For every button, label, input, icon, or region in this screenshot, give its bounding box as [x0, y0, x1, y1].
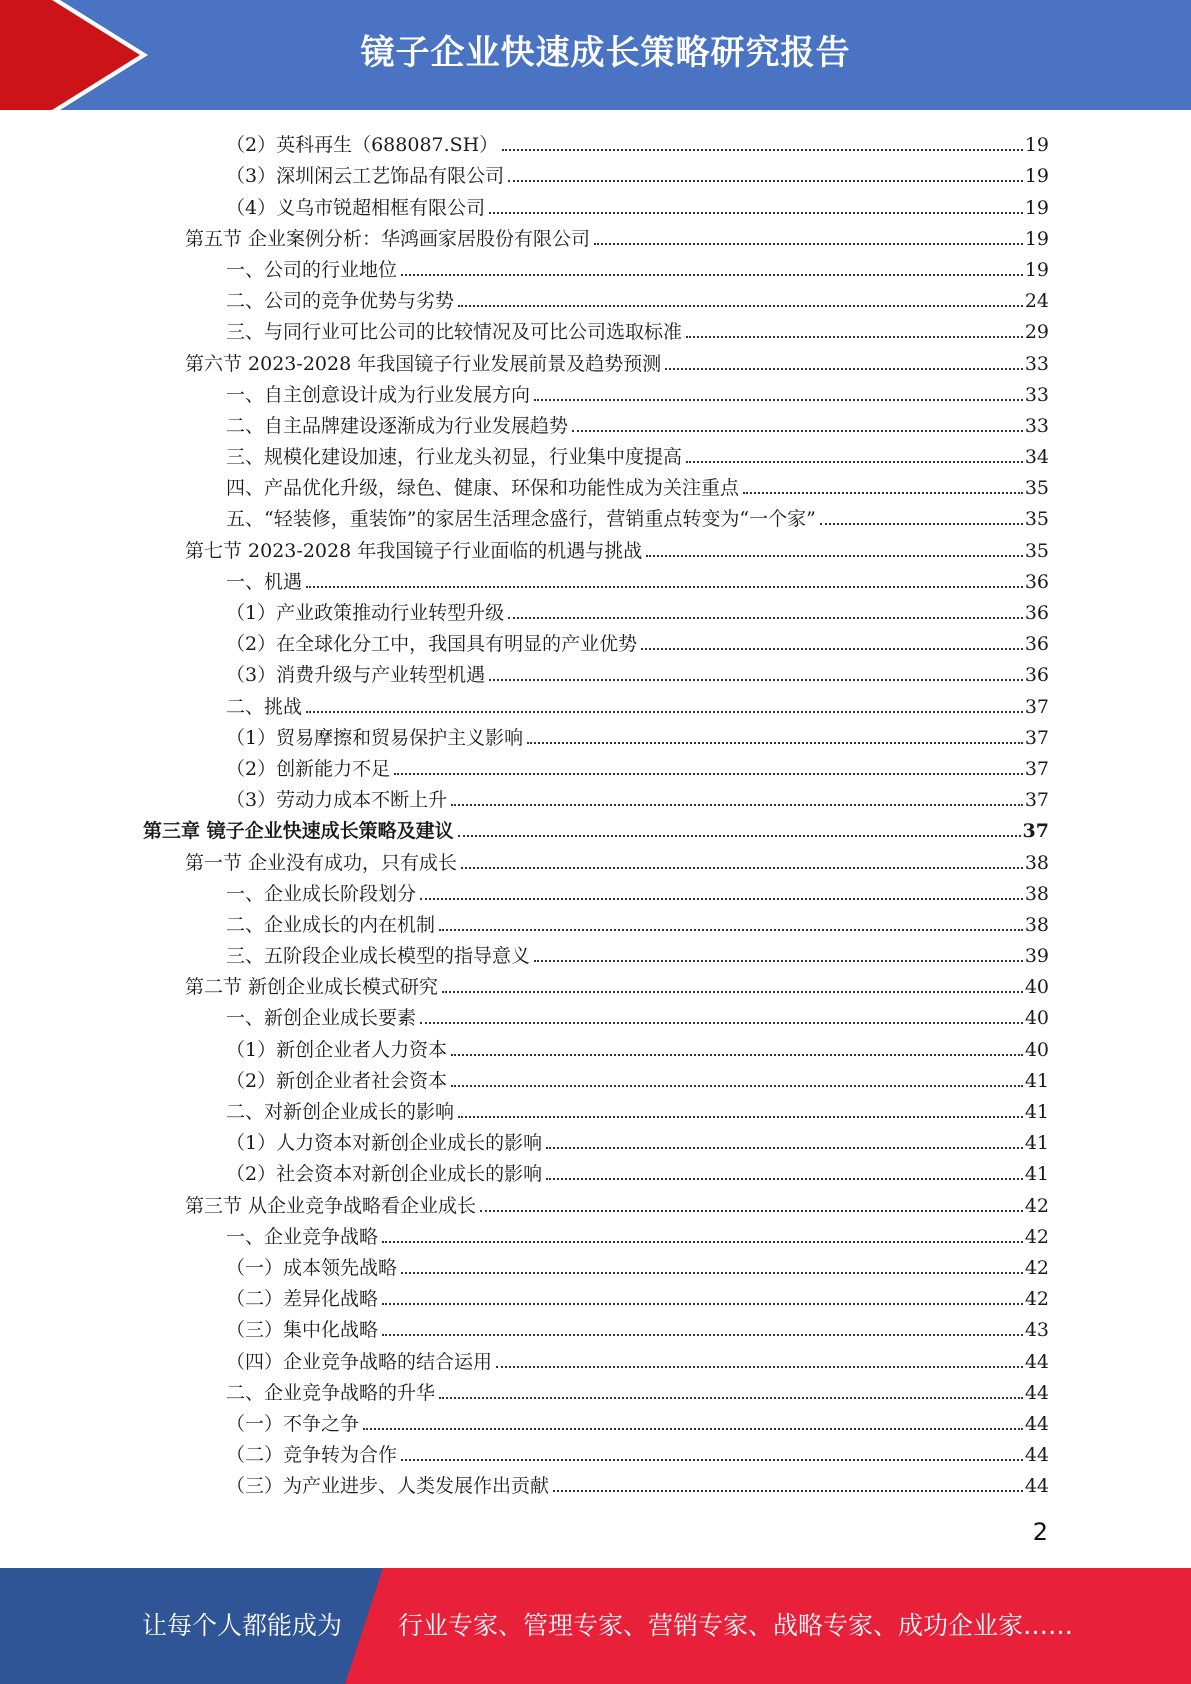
- toc-dot-leader: [534, 960, 1023, 962]
- toc-entry-page: 44: [1024, 1444, 1049, 1467]
- toc-entry[interactable]: [0, 1030, 1049, 1061]
- toc-entry[interactable]: [0, 157, 1049, 188]
- toc-entry[interactable]: [0, 999, 1049, 1030]
- toc-entry-page: 38: [1024, 851, 1049, 874]
- toc-entry-page: 35: [1024, 477, 1049, 500]
- toc-dot-leader: [553, 1490, 1023, 1492]
- toc-entry-page: 36: [1024, 602, 1049, 624]
- toc-dot-leader: [665, 368, 1023, 370]
- toc-entry-page: 37: [1024, 726, 1049, 749]
- toc-entry-label: （2）英科再生（688087.SH）: [226, 134, 499, 157]
- toc-entry-label: 一、企业竞争战略: [226, 1225, 379, 1248]
- toc-entry[interactable]: [0, 843, 1049, 874]
- toc-entry-page: 19: [1024, 134, 1049, 157]
- toc-dot-leader: [496, 1366, 1023, 1368]
- toc-entry-label: （1）贸易摩擦和贸易保护主义影响: [226, 726, 524, 749]
- toc-entry-page: 40: [1024, 1038, 1049, 1061]
- toc-dot-leader: [546, 1178, 1023, 1180]
- toc-entry-page: 44: [1024, 1412, 1049, 1435]
- report-title: 镜子企业快速成长策略研究报告: [360, 33, 851, 73]
- toc-entry[interactable]: [0, 812, 1049, 843]
- toc-dot-leader: [442, 991, 1023, 993]
- toc-entry-label: 二、对新创企业成长的影响: [226, 1101, 455, 1123]
- toc-dot-leader: [572, 430, 1023, 432]
- toc-entry[interactable]: [0, 1280, 1049, 1311]
- toc-entry[interactable]: [0, 500, 1049, 531]
- toc-dot-leader: [382, 1241, 1023, 1243]
- toc-entry-page: 41: [1024, 1069, 1049, 1092]
- toc-entry-page: 38: [1024, 882, 1049, 905]
- toc-entry-page: 35: [1024, 508, 1049, 531]
- toc-entry-page: 44: [1024, 1381, 1049, 1404]
- toc-entry-label: （2）社会资本对新创企业成长的影响: [226, 1163, 543, 1186]
- toc-entry[interactable]: [0, 563, 1049, 594]
- toc-entry[interactable]: [0, 1093, 1049, 1124]
- toc-entry-label: 一、新创企业成长要素: [226, 1007, 417, 1030]
- toc-entry-page: 37: [1024, 757, 1049, 780]
- toc-entry-label: 二、挑战: [226, 695, 303, 718]
- toc-entry-label: （3）深圳闲云工艺饰品有限公司: [226, 165, 505, 188]
- toc-entry-page: 24: [1024, 290, 1049, 313]
- toc-dot-leader: [363, 1428, 1023, 1430]
- toc-entry[interactable]: [0, 656, 1049, 687]
- toc-dot-leader: [458, 835, 1021, 837]
- toc-entry-label: 第一节 企业没有成功，只有成长: [185, 851, 458, 874]
- toc-dot-leader: [439, 1397, 1023, 1399]
- toc-entry-label: 一、自主创意设计成为行业发展方向: [226, 383, 531, 406]
- toc-dot-leader: [451, 804, 1023, 806]
- toc-entry-label: （3）劳动力成本不断上升: [226, 789, 448, 812]
- toc-entry-label: （四）企业竞争战略的结合运用: [226, 1350, 493, 1373]
- toc-entry-label: （二）差异化战略: [226, 1288, 379, 1311]
- toc-entry-label: （2）创新能力不足: [226, 757, 391, 780]
- toc-dot-leader: [306, 711, 1023, 713]
- toc-dot-leader: [458, 1116, 1023, 1118]
- toc-entry-label: 第五节 企业案例分析：华鸿画家居股份有限公司: [185, 227, 591, 250]
- toc-entry-label: （二）竞争转为合作: [226, 1444, 398, 1467]
- toc-entry-page: 33: [1024, 414, 1049, 437]
- toc-dot-leader: [451, 1054, 1023, 1056]
- toc-entry-label: （2）在全球化分工中，我国具有明显的产业优势: [226, 633, 638, 656]
- toc-entry[interactable]: [0, 438, 1049, 469]
- page-header: [0, 0, 1191, 110]
- toc-dot-leader: [502, 149, 1023, 151]
- toc-entry-label: （4）义乌市锐超相框有限公司: [226, 196, 486, 219]
- toc-entry-label: 三、五阶段企业成长模型的指导意义: [226, 945, 531, 968]
- toc-entry[interactable]: [0, 126, 1049, 157]
- toc-entry-page: 19: [1024, 258, 1049, 281]
- toc-entry-page: 33: [1024, 352, 1049, 375]
- toc-entry-label: 二、公司的竞争优势与劣势: [226, 290, 455, 313]
- toc-dot-leader: [461, 867, 1023, 869]
- toc-entry[interactable]: [0, 313, 1049, 344]
- toc-entry[interactable]: [0, 1155, 1049, 1186]
- toc-entry-page: 41: [1024, 1132, 1049, 1155]
- footer-slogan-left: 让每个人都能成为: [142, 1611, 343, 1640]
- toc-entry-label: 第二节 新创企业成长模式研究: [185, 976, 439, 999]
- toc-dot-leader: [646, 555, 1023, 557]
- toc-entry[interactable]: [0, 1467, 1049, 1498]
- toc-dot-leader: [641, 648, 1023, 650]
- toc-entry-label: 二、企业成长的内在机制: [226, 913, 436, 936]
- toc-entry[interactable]: [0, 344, 1049, 375]
- toc-dot-leader: [382, 1303, 1023, 1305]
- toc-entry[interactable]: [0, 1186, 1049, 1217]
- toc-dot-leader: [743, 492, 1023, 494]
- footer-slogan-right: 行业专家、管理专家、营销专家、战略专家、成功企业家……: [398, 1611, 1074, 1640]
- toc-dot-leader: [489, 212, 1023, 214]
- toc-entry[interactable]: [0, 750, 1049, 781]
- toc-entry-page: 29: [1024, 321, 1049, 344]
- toc-entry-label: （1）人力资本对新创企业成长的影响: [226, 1132, 543, 1155]
- toc-dot-leader: [686, 461, 1023, 463]
- toc-entry[interactable]: [0, 937, 1049, 968]
- toc-entry-page: 39: [1024, 945, 1049, 968]
- toc-entry[interactable]: [0, 1374, 1049, 1405]
- toc-entry[interactable]: [0, 1249, 1049, 1280]
- toc-entry-label: 五、“轻装修，重装饰”的家居生活理念盛行，营销重点转变为“一个家”: [226, 508, 816, 531]
- toc-entry[interactable]: [0, 687, 1049, 718]
- toc-dot-leader: [489, 679, 1023, 681]
- toc-entry-page: 37: [1024, 695, 1049, 718]
- page-number: 2: [1032, 1518, 1048, 1546]
- toc-entry[interactable]: [0, 781, 1049, 812]
- toc-entry[interactable]: [0, 594, 1049, 625]
- toc-dot-leader: [686, 336, 1023, 338]
- toc-dot-leader: [546, 1147, 1023, 1149]
- toc-entry-page: 34: [1024, 446, 1049, 469]
- toc-entry-label: 四、产品优化升级，绿色、健康、环保和功能性成为关注重点: [226, 477, 740, 500]
- toc-entry[interactable]: [0, 1342, 1049, 1373]
- toc-entry-label: （1）产业政策推动行业转型升级: [226, 602, 505, 624]
- toc-entry-page: 42: [1024, 1288, 1049, 1311]
- toc-entry-page: 43: [1024, 1319, 1049, 1342]
- toc-entry-page: 35: [1024, 539, 1049, 562]
- toc-entry-label: 第三章 镜子企业快速成长策略及建议: [143, 820, 454, 843]
- toc-entry-label: 第六节 2023-2028 年我国镜子行业发展前景及趋势预测: [185, 352, 662, 375]
- toc-dot-leader: [820, 523, 1023, 525]
- toc-entry-page: 19: [1024, 196, 1049, 219]
- toc-entry-label: 一、机遇: [226, 570, 303, 593]
- table-of-contents: [0, 126, 1191, 1498]
- toc-entry-label: 三、规模化建设加速，行业龙头初显，行业集中度提高: [226, 446, 683, 469]
- toc-entry[interactable]: [0, 469, 1049, 500]
- toc-dot-leader: [420, 898, 1023, 900]
- toc-entry[interactable]: [0, 1218, 1049, 1249]
- toc-entry-label: 一、企业成长阶段划分: [226, 882, 417, 905]
- toc-entry[interactable]: [0, 188, 1049, 219]
- toc-entry[interactable]: [0, 1062, 1049, 1093]
- toc-dot-leader: [480, 1210, 1023, 1212]
- toc-dot-leader: [401, 1459, 1023, 1461]
- toc-entry-label: （一）成本领先战略: [226, 1256, 398, 1279]
- toc-entry-page: 33: [1024, 383, 1049, 406]
- toc-entry[interactable]: [0, 875, 1049, 906]
- toc-entry-label: 二、自主品牌建设逐渐成为行业发展趋势: [226, 414, 569, 437]
- toc-entry[interactable]: [0, 1405, 1049, 1436]
- toc-dot-leader: [420, 1022, 1023, 1024]
- toc-entry-label: （3）消费升级与产业转型机遇: [226, 664, 486, 687]
- toc-entry-page: 42: [1024, 1225, 1049, 1248]
- toc-dot-leader: [594, 243, 1023, 245]
- toc-entry[interactable]: [0, 1124, 1049, 1155]
- toc-entry[interactable]: [0, 906, 1049, 937]
- toc-entry-page: 37: [1022, 820, 1049, 843]
- toc-entry[interactable]: [0, 220, 1049, 251]
- toc-entry-label: （2）新创企业者社会资本: [226, 1069, 448, 1092]
- toc-entry-page: 41: [1024, 1163, 1049, 1186]
- toc-dot-leader: [527, 742, 1023, 744]
- toc-dot-leader: [451, 1085, 1023, 1087]
- toc-entry-label: （三）集中化战略: [226, 1319, 379, 1342]
- toc-entry[interactable]: [0, 968, 1049, 999]
- toc-dot-leader: [306, 586, 1023, 588]
- toc-entry-label: 一、公司的行业地位: [226, 258, 398, 281]
- toc-entry-label: 二、企业竞争战略的升华: [226, 1381, 436, 1404]
- toc-entry-page: 36: [1024, 633, 1049, 656]
- toc-entry-label: （1）新创企业者人力资本: [226, 1038, 448, 1061]
- toc-entry-page: 19: [1024, 227, 1049, 250]
- toc-dot-leader: [508, 180, 1023, 182]
- toc-entry[interactable]: [0, 251, 1049, 282]
- toc-entry[interactable]: [0, 625, 1049, 656]
- toc-entry-page: 36: [1024, 664, 1049, 687]
- toc-dot-leader: [394, 773, 1023, 775]
- toc-entry-label: 三、与同行业可比公司的比较情况及可比公司选取标准: [226, 321, 683, 344]
- toc-entry-page: 19: [1024, 165, 1049, 188]
- toc-entry[interactable]: [0, 719, 1049, 750]
- toc-entry-page: 38: [1024, 913, 1049, 936]
- toc-entry[interactable]: [0, 1436, 1049, 1467]
- toc-entry-page: 44: [1024, 1475, 1049, 1498]
- toc-entry-label: （一）不争之争: [226, 1412, 360, 1435]
- toc-dot-leader: [534, 399, 1023, 401]
- toc-entry-page: 36: [1024, 570, 1049, 593]
- toc-dot-leader: [401, 274, 1023, 276]
- toc-entry-label: 第三节 从企业竞争战略看企业成长: [185, 1194, 477, 1217]
- toc-entry-label: 第七节 2023-2028 年我国镜子行业面临的机遇与挑战: [185, 539, 643, 562]
- toc-entry[interactable]: [0, 376, 1049, 407]
- toc-entry-page: 40: [1024, 1007, 1049, 1030]
- toc-entry-page: 42: [1024, 1194, 1049, 1217]
- toc-entry[interactable]: [0, 407, 1049, 438]
- toc-entry-page: 44: [1024, 1350, 1049, 1373]
- toc-entry[interactable]: [0, 1311, 1049, 1342]
- toc-dot-leader: [508, 617, 1023, 619]
- page-footer: [0, 1568, 1191, 1684]
- toc-entry[interactable]: [0, 282, 1049, 313]
- toc-dot-leader: [458, 305, 1023, 307]
- toc-dot-leader: [401, 1272, 1023, 1274]
- toc-entry-page: 42: [1024, 1256, 1049, 1279]
- toc-entry-page: 37: [1024, 789, 1049, 812]
- toc-entry-label: （三）为产业进步、人类发展作出贡献: [226, 1475, 550, 1498]
- toc-entry[interactable]: [0, 531, 1049, 562]
- toc-dot-leader: [439, 929, 1023, 931]
- toc-dot-leader: [382, 1334, 1023, 1336]
- toc-entry-page: 41: [1024, 1101, 1049, 1123]
- toc-entry-page: 40: [1024, 976, 1049, 999]
